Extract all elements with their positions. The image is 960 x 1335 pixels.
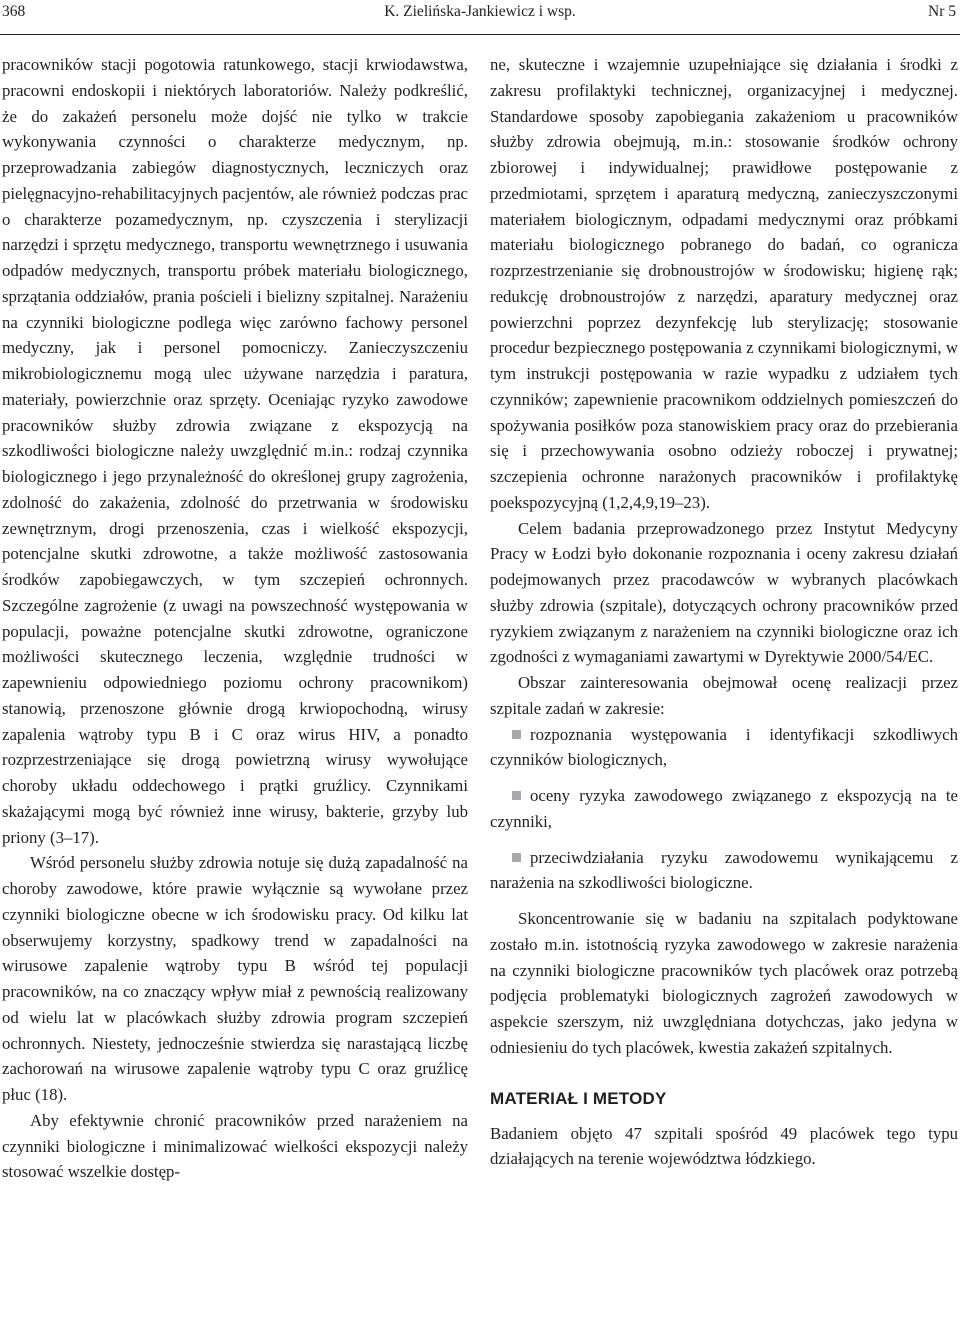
right-paragraph-5: Badaniem objęto 47 szpitali spośród 49 placówek tego typu działających na terenie województwa łódzkiego. bbox=[490, 1123, 958, 1169]
list-item-text: oceny ryzyka zawodowego związanego z ekspozycją na te czynniki, bbox=[490, 786, 958, 831]
square-bullet-icon bbox=[512, 730, 521, 739]
header-rule bbox=[0, 34, 960, 35]
list-item bbox=[490, 722, 958, 774]
right-paragraph-2: Celem badania przeprowadzonego przez Instytut Medycyny Pracy w Łodzi było dokonanie rozpoznania i oceny zakresu działań podejmowanych przez pracodawców w wybranych placówkach służby zdrowia (szpitale), dotyczących ochrony pracowników przed ryzykiem związanym z narażeniem na czynniki biologiczne oraz ich zgodności z wymaganiami zawartymi w Dyrektywie 2000/54/EC. bbox=[490, 518, 958, 667]
square-bullet-icon bbox=[512, 791, 521, 800]
right-column bbox=[490, 52, 958, 1172]
running-header bbox=[0, 0, 960, 24]
list-item bbox=[490, 783, 958, 835]
running-authors: K. Zielińska-Jankiewicz i wsp. bbox=[384, 3, 576, 20]
square-bullet-icon bbox=[512, 853, 521, 862]
section-heading: MATERIAŁ I METODY bbox=[490, 1088, 667, 1108]
right-paragraph-4: Skoncentrowanie się w badaniu na szpitalach podyktowane zostało m.in. istotnością ryzyka zawodowego w zakresie narażenia na czynniki biologiczne pracowników tych placówek oraz potrzebą podjęcia problematyki biologicznych zagrożeń zawodowych w aspekcie szerszym, niż uwzględniana dotychczas, jako jedyna w odniesieniu do tych placówek, kwestia zakażeń szpitalnych. bbox=[490, 909, 958, 1057]
left-paragraph-2: Wśród personelu służby zdrowia notuje się dużą zapadalność na choroby zawodowe, które prawie wyłącznie są wywołane przez czynniki biologiczne obecne w ich środowisku pracy. Od kilku lat obserwujemy korzystny, spadkowy trend w zapadalności na wirusowe zapalenie wątroby typu B wśród tej populacji pracowników, na co znaczący wpływ miał z pewnością realizowany od wielu lat w placówkach służby zdrowia program szczepień ochronnych. Niestety, jednocześnie stwierdza się narastającą liczbę zachorowań na wirusowe zapalenie wątroby typu C oraz gruźlicę płuc (18). bbox=[2, 853, 468, 1104]
page-number: 368 bbox=[2, 3, 26, 20]
right-paragraph-1: ne, skuteczne i wzajemnie uzupełniające się działania i środki z zakresu profilaktyki technicznej, organizacyjnej i medycznej. Standardowe sposoby zapobiegania zakażeniom u pracowników służby zdrowia obejmują, m.in.: stosowanie środków ochrony zbiorowej i indywidualnej; prawidłowe postępowanie z przedmiotami, sprzętem i aparaturą medyczną, zanieczyszczonymi materiałem biologicznym, odpadami medycznymi oraz próbkami materiału biologicznego pobranego do badań, co ogranicza rozprzestrzenianie się drobnoustrojów w środowisku; higienę rąk; redukcję drobnoustrojów z narzędzi, aparatury medycznej oraz powierzchni poprzez dezynfekcję lub sterylizację; stosowanie procedur bezpiecznego postępowania z czynnikami biologicznymi, w tym instrukcji postępowania w razie wypadku z udziałem tych czynników; zapewnienie pracownikom oddzielnych pomieszczeń do spożywania posiłków poza stanowiskiem pracy oraz do przebierania się i przechowywania osobno odzieży roboczej i prywatnej; szczepienia ochronne narażonych pracowników i profilaktykę poekspozycyjną (1,2,4,9,19–23). bbox=[490, 55, 958, 512]
issue-number: Nr 5 bbox=[928, 3, 956, 20]
left-paragraph-1: pracowników stacji pogotowia ratunkowego, stacji krwiodawstwa, pracowni endoskopii i niektórych laboratoriów. Należy podkreślić, że do zakażeń personelu może dojść nie tylko w trakcie wykonywania czynności o charakterze medycznym, np. przeprowadzania zabiegów diagnostycznych, leczniczych oraz pielęgnacyjno-rehabilitacyjnych pacjentów, ale również podczas prac o charakterze pozamedycznym, np. czyszczenia i sterylizacji narzędzi i sprzętu medycznego, transportu wewnętrznego i usuwania odpadów medycznych, transportu próbek materiału biologicznego, sprzątania oddziałów, prania pościeli i bielizny szpitalnej. Narażeniu na czynniki biologiczne podlega więc zarówno fachowy personel medyczny, jak i personel pomocniczy. Zanieczyszczeniu mikrobiologicznemu mogą ulec używane narzędzia i paratura, materiały, powierzchnie oraz sprzęty. Oceniając ryzyko zawodowe pracowników służby zdrowia związane z ekspozycją na szkodliwości biologiczne należy uwzględnić m.in.: rodzaj czynnika biologicznego i jego przynależność do określonej grupy zagrożenia, zdolność do zakażenia, zdolność do przetrwania w środowisku zewnętrznym, drogi przenoszenia, czas i wielkość ekspozycji, potencjalne skutki zdrowotne, a także możliwość zastosowania środków zapobiegawczych, w tym szczepień ochronnych. Szczególne zagrożenie (z uwagi na powszechność występowania w populacji, poważne potencjalne skutki zdrowotne, ograniczone możliwości skutecznego leczenia, względnie trudności w zapewnieniu odpowiedniego poziomu ochrony pracownikom) stanowią, przenoszone głównie drogą krwiopochodną, wirusy zapalenia wątroby typu B i C oraz wirus HIV, a ponadto rozprzestrzeniające się drogą powietrzną wirusy wywołujące choroby układu oddechowego i prątki gruźlicy. Czynnikami skażającymi mogą być również inne wirusy, bakterie, grzyby lub priony (3–17). bbox=[2, 55, 468, 847]
left-column bbox=[2, 52, 468, 1185]
left-paragraph-3: Aby efektywnie chronić pracowników przed narażeniem na czynniki biologiczne i minimalizować wielkości ekspozycji należy stosować wszelkie dostęp- bbox=[2, 1110, 468, 1182]
list-item bbox=[490, 845, 958, 897]
list-item-text: rozpoznania występowania i identyfikacji szkodliwych czynników biologicznych, bbox=[490, 724, 958, 770]
scope-list bbox=[490, 722, 958, 897]
right-paragraph-3: Obszar zainteresowania obejmował ocenę realizacji przez szpitale zadań w zakresie: bbox=[490, 673, 958, 718]
list-item-text: przeciwdziałania ryzyku zawodowemu wynikającemu z narażenia na szkodliwości biologiczne. bbox=[490, 847, 958, 893]
